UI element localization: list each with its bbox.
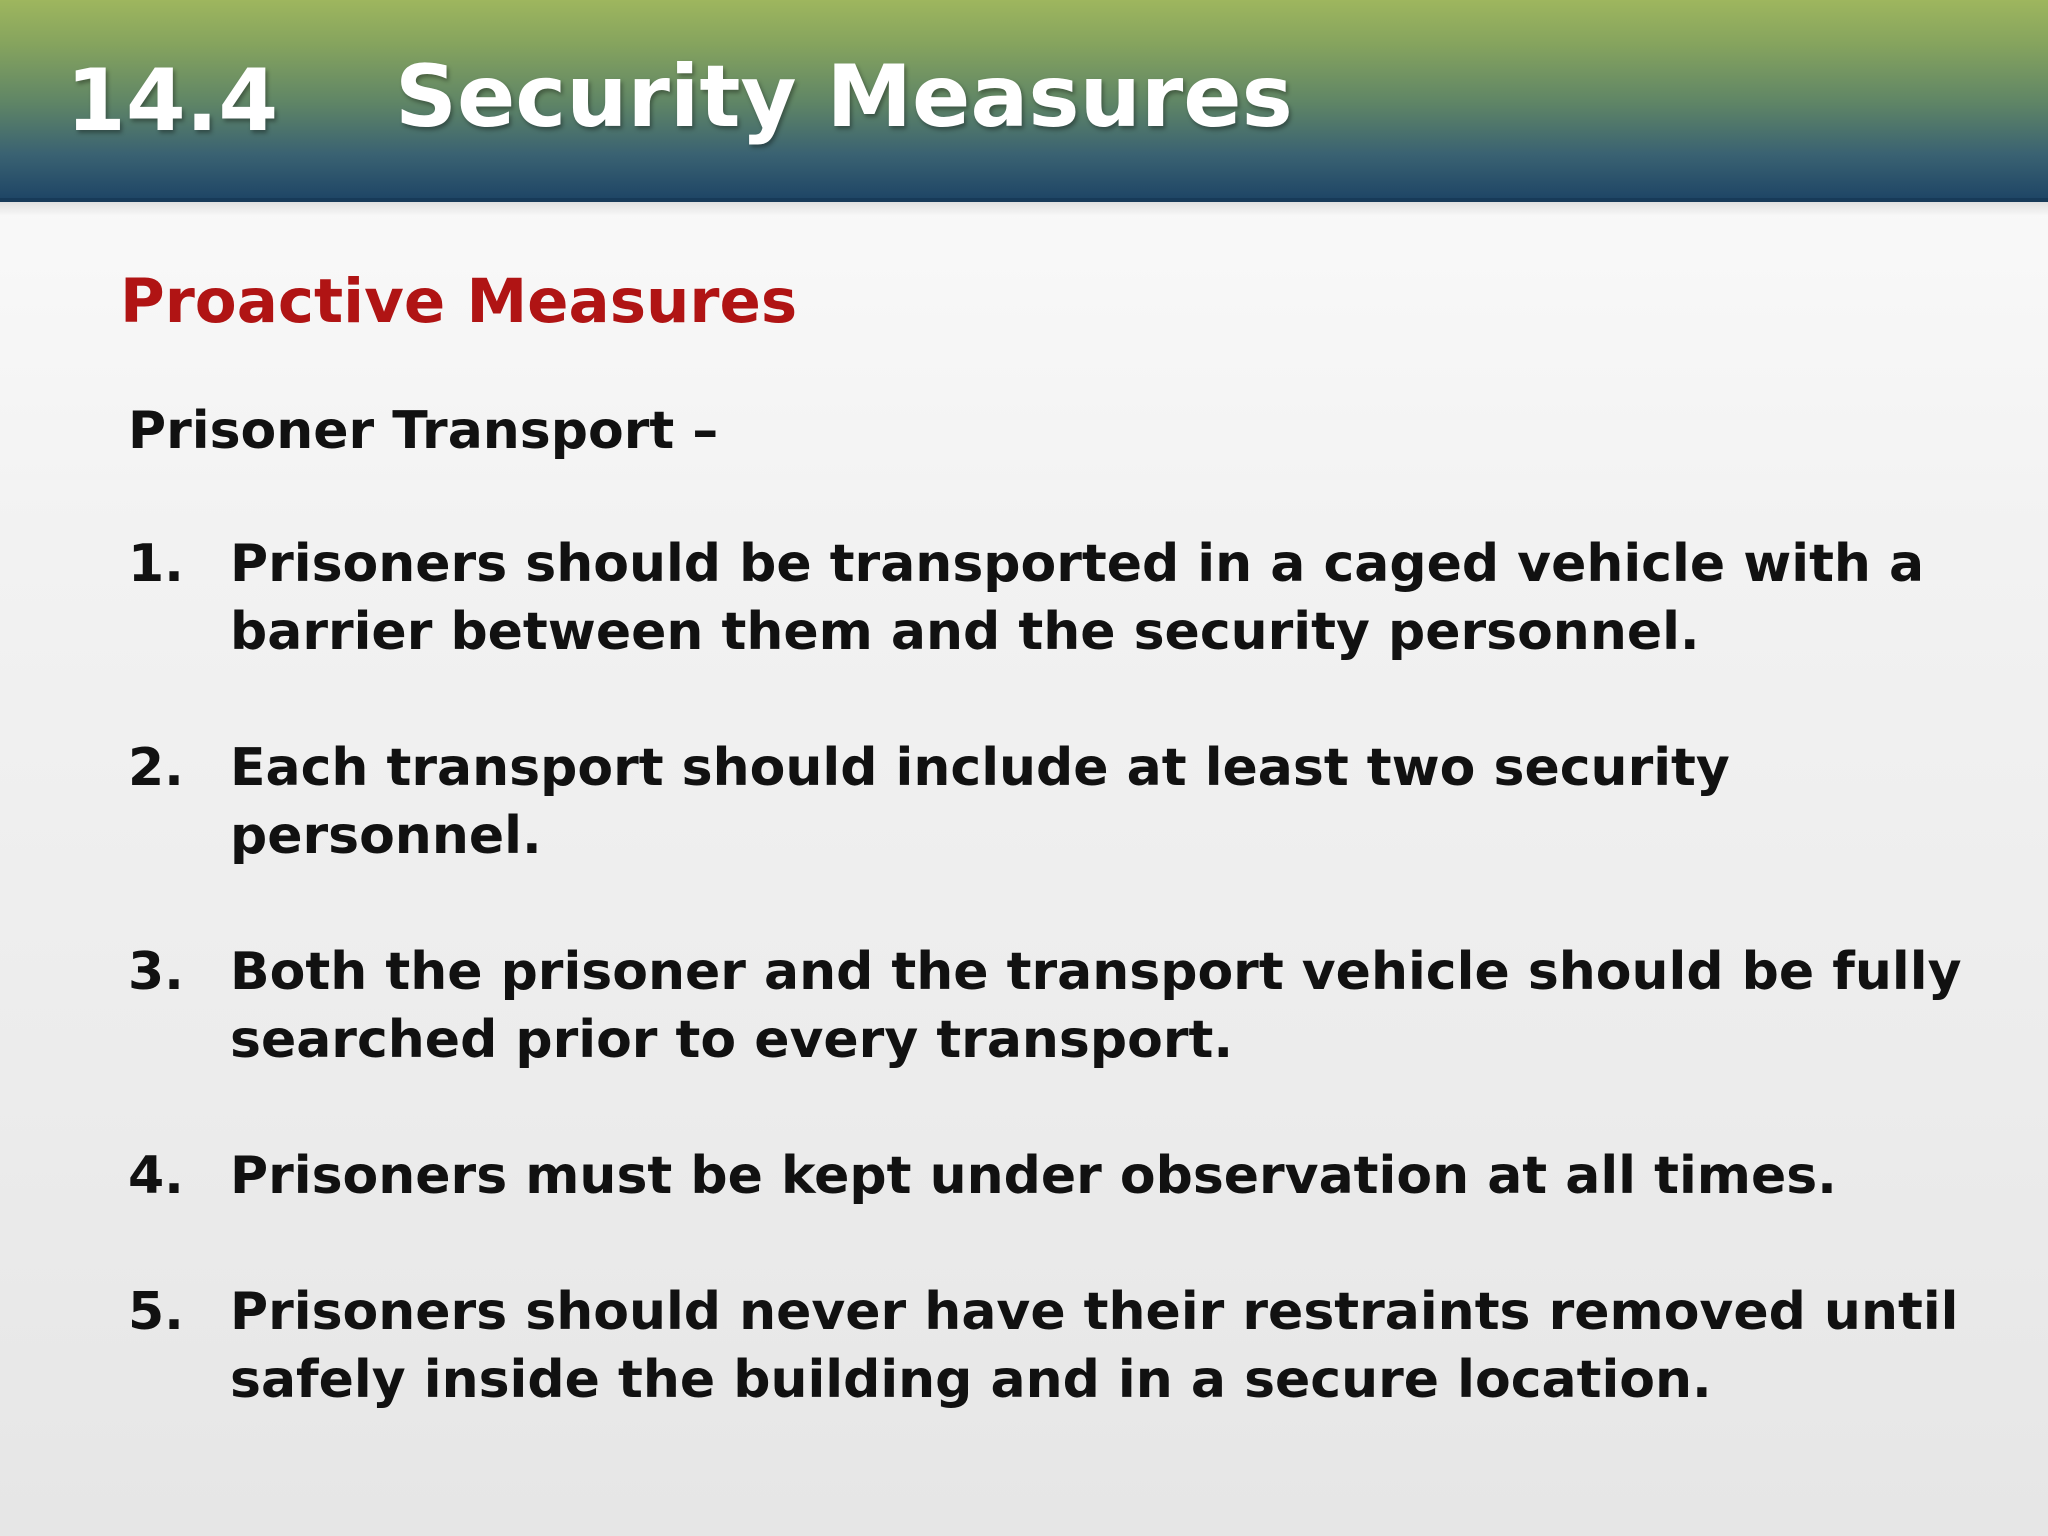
list-item-number: 1. [128, 534, 184, 594]
list-item-number: 2. [128, 738, 184, 798]
section-number: 14.4 [66, 51, 279, 151]
list-item [128, 1142, 1988, 1210]
list-intro: Prisoner Transport – [128, 401, 719, 461]
list-item-text: Each transport should include at least two security personnel. [230, 738, 1730, 866]
list-item-text: Prisoners should never have their restraints removed until safely inside the building and in a secure location. [230, 1282, 1959, 1410]
list-item-number: 4. [128, 1146, 184, 1206]
list-item-text: Prisoners should be transported in a caged vehicle with a barrier between them and the security personnel. [230, 534, 1925, 662]
header-shadow [0, 202, 2048, 216]
list-item [128, 734, 1988, 870]
list-item-number: 3. [128, 942, 184, 1002]
list-item-text: Prisoners must be kept under observation at all times. [230, 1146, 1837, 1206]
list-item [128, 530, 1988, 666]
list-item [128, 938, 1988, 1074]
list-item-number: 5. [128, 1282, 184, 1342]
slide-content [128, 396, 1988, 1482]
list-item-text: Both the prisoner and the transport vehicle should be fully searched prior to every transport. [230, 942, 1962, 1070]
subheading: Proactive Measures [120, 266, 798, 337]
slide-title: Security Measures [395, 47, 1293, 147]
measures-list [128, 530, 1988, 1414]
slide-header [0, 0, 2048, 202]
list-item [128, 1278, 1988, 1414]
